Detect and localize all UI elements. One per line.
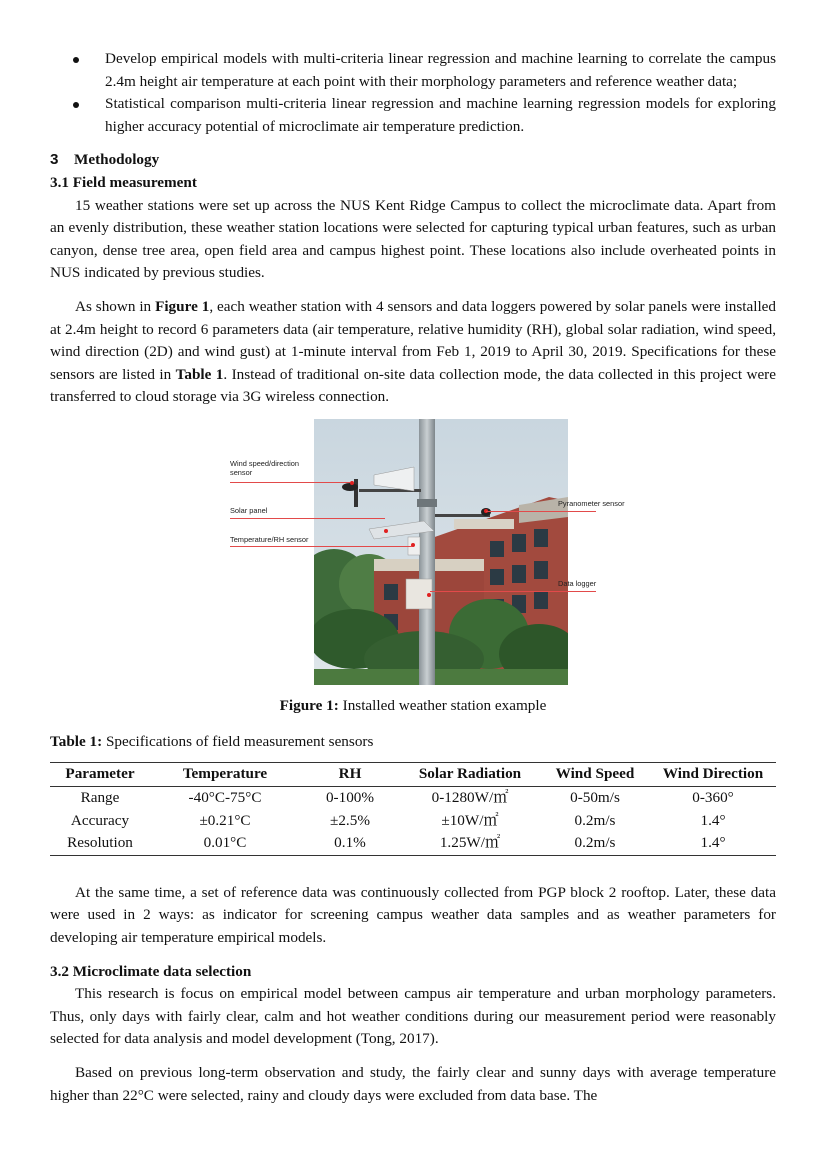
paragraph: 15 weather stations were set up across the NUS Kent Ridge Campus to collect the microclimate data. Apart from an evenly distribution, these weather station locations were selected for capturing typical urban features, such as urban canyon, dense tree area, open field area and campus highest point. These locations also include overheated points in NUS indicated by previous studies. [50, 196, 776, 282]
paragraph: At the same time, a set of reference data was continuously collected from PGP block 2 rooftop. Later, these data were used in 2 ways: as indicator for screening campus weather data samples and as weather parameters for developing air temperature empirical models. [50, 883, 776, 947]
table-row: Accuracy ±0.21°C ±2.5% ±10W/㎡ 0.2m/s 1.4° [70, 811, 726, 829]
table-row: Resolution 0.01°C 0.1% 1.25W/㎡ 0.2m/s 1.4° [50, 832, 776, 855]
label-wind-sensor: Wind speed/direction sensor [230, 458, 300, 477]
paragraph: This research is focus on empirical model between campus air temperature and urban morphology parameters. Thus, only days with fairly clear, calm and hot weather conditions during our measurement period were reasonably selected for data analysis and model development (Tong, 2017). [50, 985, 776, 1048]
list-item: Develop empirical models with multi-criteria linear regression and machine learning to correlate the campus 2.4m height air temperature at each point with their morphology parameters and reference weather data; [50, 48, 776, 93]
paragraph: As shown in Figure 1, each weather station with 4 sensors and data loggers powered by solar panels were installed at 2.4m height to record 6 parameters data (air temperature, relative humidity (RH), global solar radiation, wind speed, wind direction (2D) and wind gust) at 1-minute interval from Feb 1, 2019 to April 30, 2019. Specifications for these sensors are listed in Table 1. Instead of traditional on-site data collection mode, the data collected in this project were transferred to cloud storage via 3G wireless connection. [50, 297, 777, 406]
section-heading-methodology: 3 Methodology [50, 151, 160, 169]
objectives-list [50, 48, 776, 138]
label-pyranometer-sensor: Pyranometer sensor [558, 498, 625, 508]
table-row: Range -40°C-75°C 0-100% 0-1280W/㎡ 0-50m/s 0-360° [80, 789, 734, 807]
column-header: Parameter [50, 763, 150, 787]
weather-station-photo [314, 419, 568, 685]
figure-reference: Figure 1 [155, 297, 210, 315]
column-header: Wind Speed [540, 763, 650, 787]
bullet-icon [73, 102, 79, 108]
label-solar-panel: Solar panel [230, 505, 268, 515]
sensor-spec-table [50, 762, 776, 856]
figure-caption: Figure 1: Installed weather station example [279, 696, 547, 714]
column-header: Wind Direction [650, 763, 776, 787]
section-heading-field-measurement: 3.1 Field measurement [50, 173, 197, 191]
bullet-icon [73, 57, 79, 63]
column-header: RH [300, 763, 400, 787]
column-header: Temperature [150, 763, 300, 787]
paragraph: Based on previous long-term observation and study, the fairly clear and sunny days with average temperature higher than 22°C were selected, rainy and cloudy days were excluded from data base. The [50, 1064, 776, 1104]
weather-station-illustration [314, 419, 568, 685]
list-item: Statistical comparison multi-criteria linear regression and machine learning regression models for exploring higher accuracy potential of microclimate air temperature prediction. [50, 93, 776, 138]
table-reference: Table 1 [175, 365, 224, 383]
table-header-row [50, 763, 776, 787]
page-content [50, 48, 776, 1107]
table-caption: Table 1: Specifications of field measurement sensors [50, 732, 374, 750]
label-temperature-sensor: Temperature/RH sensor [230, 534, 309, 544]
column-header: Solar Radiation [400, 763, 540, 787]
figure-weather-station [50, 419, 776, 689]
section-heading-data-selection: 3.2 Microclimate data selection [50, 962, 252, 980]
label-data-logger: Data logger [558, 578, 597, 588]
